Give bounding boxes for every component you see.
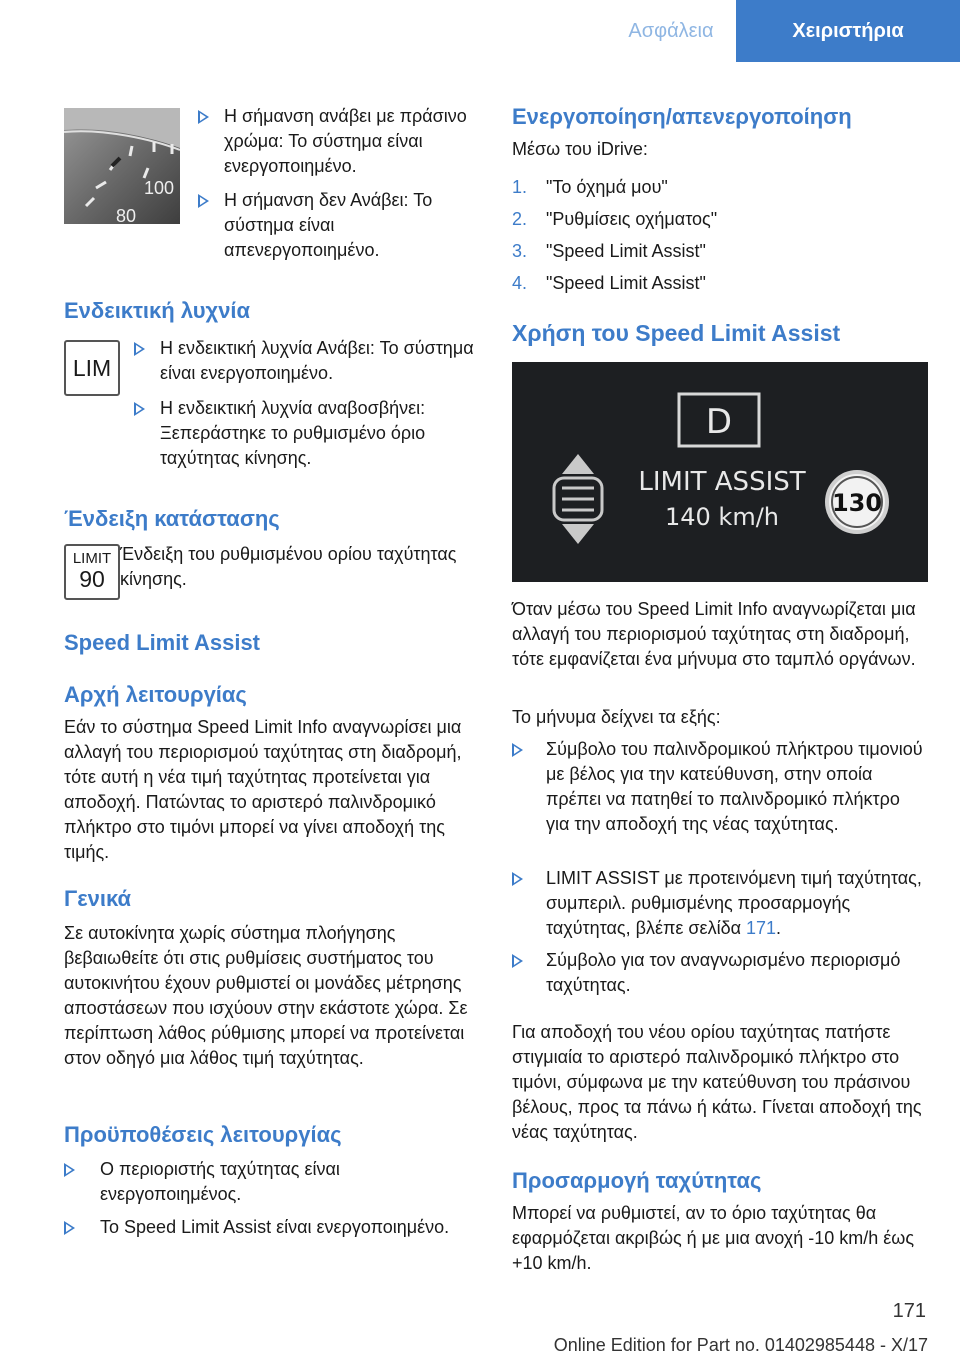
indicator-title: Ενδεικτική λυχνία	[64, 298, 251, 323]
tab-safety[interactable]: Ασφάλεια	[606, 0, 736, 62]
bullet-triangle-icon	[512, 872, 523, 886]
principle-text: Εάν το σύστημα Speed Limit Info αναγνωρίσει μια αλλαγή του περιορισμού ταχύτητας στη διαδρομή, τότε αυτή η νέα τιμή ταχύτητας προτείνεται για αποδοχή. Πατώντας το αριστερό παλινδρομικό πλήκτρο στο τιμόνι μπορεί να γίνει αποδοχή της τιμής.	[64, 717, 462, 862]
svg-text:LIMIT ASSIST: LIMIT ASSIST	[638, 467, 806, 497]
speedometer-icon	[64, 108, 180, 224]
step-1: 1. "Το όχημά μου"	[512, 177, 668, 197]
usage-text: Όταν μέσω του Speed Limit Info αναγνωρίζεται μια αλλαγή του περιορισμού ταχύτητας στη διαδρομή, τότε εμφανίζεται ένα μήνυμα στο ταμπλό οργάνων.	[512, 599, 916, 669]
bullet-triangle-icon	[512, 954, 523, 968]
rocker-switch-icon	[554, 454, 602, 544]
header-tabs	[606, 0, 960, 62]
svg-text:100: 100	[144, 178, 175, 198]
msg-bullet-3: Σύμβολο για τον αναγνωρισμένο περιορισμό ταχύτητας.	[512, 948, 928, 998]
indicator-bullet-2: Η ενδεικτική λυχνία αναβοσβήνει: Ξεπεράστηκε το ρυθμισμένο όριο ταχύτητας κίνησης.	[134, 396, 480, 471]
msg-bullet-2: LIMIT ASSIST με προτεινόμενη τιμή ταχύτητας, συμπεριλ. ρυθμισμένης προσαρμογής ταχύτητας, βλέπε σελίδα 171.	[512, 866, 928, 941]
via-idrive: Μέσω του iDrive:	[512, 139, 648, 159]
bullet-triangle-icon	[198, 194, 209, 208]
adapt-title: Προσαρμογή ταχύτητας	[512, 1168, 762, 1193]
gauge-bullet-2: Η σήμανση δεν Ανάβει: Το σύστημα είναι απενεργοποιημένο.	[198, 188, 480, 263]
page-number: 171	[892, 1300, 926, 1322]
svg-text:140 km/h: 140 km/h	[664, 503, 780, 531]
limit-assist-display-graphic	[512, 362, 928, 582]
step-2: 2. "Ρυθμίσεις οχήματος"	[512, 209, 718, 229]
svg-text:D: D	[705, 402, 733, 442]
bullet-triangle-icon	[64, 1163, 75, 1177]
step-3: 3. "Speed Limit Assist"	[512, 241, 706, 261]
status-text: Ένδειξη του ρυθμισμένου ορίου ταχύτητας κίνησης.	[120, 544, 457, 589]
principle-title: Αρχή λειτουργίας	[64, 682, 247, 707]
indicator-bullet-1: Η ενδεικτική λυχνία Ανάβει: Το σύστημα είναι ενεργοποιημένο.	[134, 336, 480, 386]
gauge-bullet-1: Η σήμανση ανάβει με πράσινο χρώμα: Το σύστημα είναι ενεργοποιημένο.	[198, 104, 480, 179]
tab-controls[interactable]: Χειριστήρια	[736, 0, 960, 62]
svg-text:130: 130	[831, 489, 883, 517]
speedometer-image	[64, 108, 180, 224]
msg-bullet-1: Σύμβολο του παλινδρομικού πλήκτρου τιμονιού με βέλος για την κατεύθυνση, στην οποία πρέπει να πατηθεί το παλινδρομικό πλήκτρο για την αποδοχή της νέας ταχύτητας.	[512, 737, 928, 837]
accept-text: Για αποδοχή του νέου ορίου ταχύτητας πατήστε στιγμιαία το αριστερό παλινδρομικό πλήκτρο στο τιμόνι, σύμφωνα με την κατεύθυνση του πράσινου βέλους, προς τα πάνω ή κάτω. Γίνεται αποδοχή της νέας ταχύτητας.	[512, 1022, 922, 1142]
footer-edition: Online Edition for Part no. 01402985448 - X/17	[553, 1335, 928, 1355]
bullet-triangle-icon	[64, 1221, 75, 1235]
status-title: Ένδειξη κατάστασης	[64, 506, 280, 531]
bullet-triangle-icon	[198, 110, 209, 124]
speed-limit-sign-icon	[827, 472, 887, 532]
lim-icon: LIM	[64, 340, 120, 396]
bullet-triangle-icon	[134, 342, 145, 356]
adapt-text: Μπορεί να ρυθμιστεί, αν το όριο ταχύτητας θα εφαρμόζεται ακριβώς ή με μια ανοχή -10 km/h έως +10 km/h.	[512, 1203, 915, 1273]
activation-title: Ενεργοποίηση/απενεργοποίηση	[512, 104, 852, 129]
limit-assist-display	[512, 362, 928, 582]
svg-text:80: 80	[116, 206, 137, 224]
msg-intro: Το μήνυμα δείχνει τα εξής:	[512, 707, 721, 727]
prereq-bullet-1: Ο περιοριστής ταχύτητας είναι ενεργοποιημένος.	[64, 1157, 480, 1207]
general-title: Γενικά	[64, 886, 132, 911]
limit-90-icon: LIMIT 90	[64, 544, 120, 600]
bullet-triangle-icon	[134, 402, 145, 416]
step-4: 4. "Speed Limit Assist"	[512, 273, 706, 293]
sla-title: Speed Limit Assist	[64, 630, 261, 655]
prereq-bullet-2: Το Speed Limit Assist είναι ενεργοποιημένο.	[64, 1215, 480, 1240]
page-link[interactable]: 171	[746, 918, 777, 938]
usage-title: Χρήση του Speed Limit Assist	[512, 320, 841, 346]
prereq-title: Προϋποθέσεις λειτουργίας	[64, 1122, 342, 1147]
general-text: Σε αυτοκίνητα χωρίς σύστημα πλοήγησης βεβαιωθείτε ότι στις ρυθμίσεις συστήματος του αυτοκινήτου έχουν ρυθμιστεί οι μονάδες μέτρησης αποστάσεων που ισχύουν στην εκάστοτε χώρα. Σε περίπτωση λάθος ρύθμισης μπορεί να προτείνεται στον οδηγό μια λάθος τιμή ταχύτητας.	[64, 923, 468, 1068]
bullet-triangle-icon	[512, 743, 523, 757]
